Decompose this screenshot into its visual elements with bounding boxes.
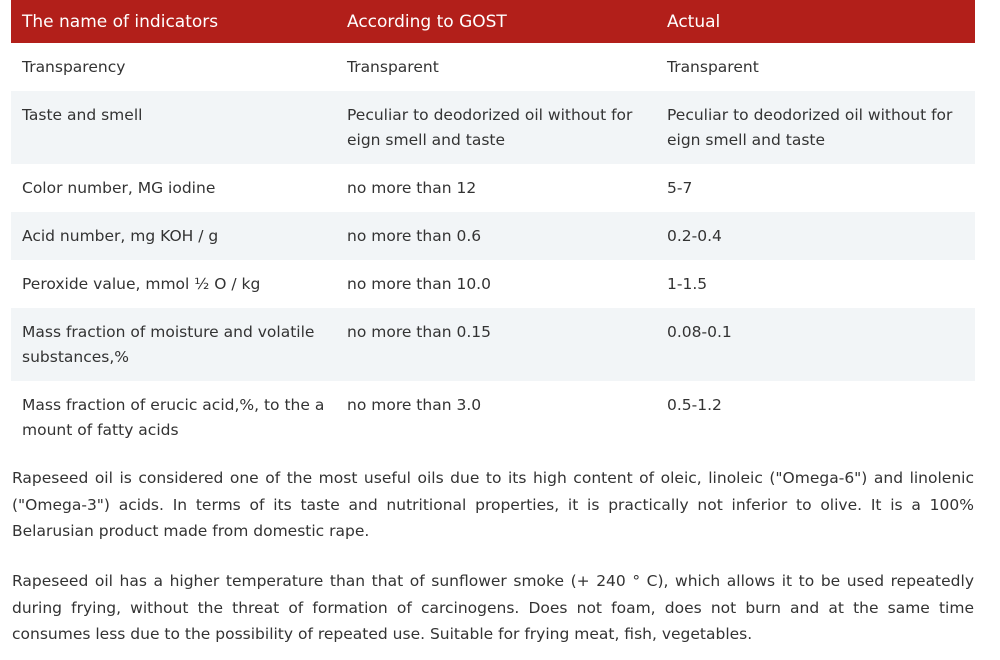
table-row — [11, 212, 975, 260]
gost-cell: no more than 3.0 — [336, 381, 656, 454]
indicator-cell: Color number, MG iodine — [11, 164, 336, 212]
table-header-row — [11, 0, 975, 43]
gost-cell: Peculiar to deodorized oil without for eign smell and taste — [336, 91, 656, 164]
indicator-cell: Transparency — [11, 43, 336, 91]
indicator-cell: Mass fraction of erucic acid,%, to the a mount of fatty acids — [11, 381, 336, 454]
indicators-table — [11, 0, 975, 454]
description-paragraph: Rapeseed oil is considered one of the most useful oils due to its high content of oleic, linoleic ("Omega-6") and linolenic ("Omega-3") acids. In terms of its taste and nutritional properties, it is practically not inferior to olive. It is a 100% Belarusian product made from domestic rape. — [12, 469, 974, 540]
actual-cell: Peculiar to deodorized oil without for eign smell and taste — [656, 91, 975, 164]
actual-cell: 5-7 — [656, 164, 975, 212]
indicator-cell: Peroxide value, mmol ½ O / kg — [11, 260, 336, 308]
gost-cell: no more than 0.6 — [336, 212, 656, 260]
indicator-cell: Taste and smell — [11, 91, 336, 164]
gost-cell: no more than 0.15 — [336, 308, 656, 381]
header-gost: According to GOST — [336, 0, 656, 43]
table-row — [11, 260, 975, 308]
table-row — [11, 381, 975, 454]
frying-paragraph: Rapeseed oil has a higher temperature than that of sunflower smoke (+ 240 ° C), which allows it to be used repeatedly during frying, without the threat of formation of carcinogens. Does not foam, does not burn and at the same time consumes less due to the possibility of repeated use. Suitable for frying meat, fish, vegetables. — [12, 572, 974, 643]
actual-cell: 0.2-0.4 — [656, 212, 975, 260]
actual-cell: Transparent — [656, 43, 975, 91]
actual-cell: 0.08-0.1 — [656, 308, 975, 381]
table-row — [11, 164, 975, 212]
actual-cell: 1-1.5 — [656, 260, 975, 308]
gost-cell: no more than 10.0 — [336, 260, 656, 308]
table-row — [11, 91, 975, 164]
gost-cell: no more than 12 — [336, 164, 656, 212]
header-indicator-name: The name of indicators — [11, 0, 336, 43]
indicator-cell: Acid number, mg KOH / g — [11, 212, 336, 260]
gost-cell: Transparent — [336, 43, 656, 91]
table-row — [11, 308, 975, 381]
header-actual: Actual — [656, 0, 975, 43]
table-row — [11, 43, 975, 91]
indicator-cell: Mass fraction of moisture and volatile substances,% — [11, 308, 336, 381]
actual-cell: 0.5-1.2 — [656, 381, 975, 454]
